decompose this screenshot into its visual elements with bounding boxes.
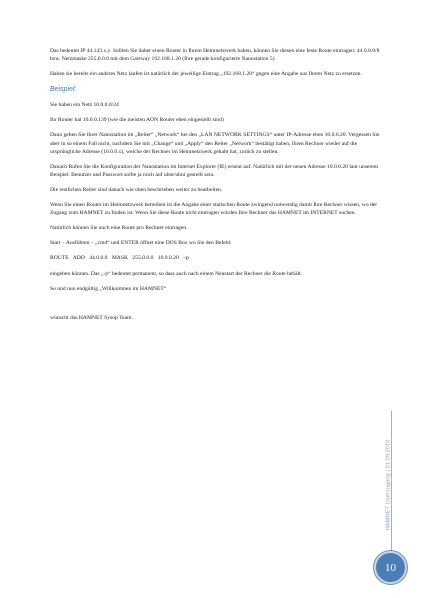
paragraph-welcome: So und nun endgültig „Willkommen im HAMNET“ (50, 285, 167, 292)
paragraph-reopen-config: Danach Rufen Sie die Konfiguration der Nanostation im Internet Explorer (IE) erneut auf. Natürlich mit der neuen Adresse 10.0.0.20 laut unserem Beispiel. Benutzer und Passwort sollte ja noch auf ubnt/ubnt gestellt sein. (50, 163, 379, 178)
paragraph-other-network: Haben sie bereits ein anderes Netz laufen ist natürlich der jeweilige Eintrag „192.168.1.20“ gegen eine Angabe aus Ihrem Netz zu ersetzen. (50, 71, 362, 78)
paragraph-cmd-instructions: Start – Ausführen – „cmd“ und ENTER öffnet eine DOS Box wo Sie den Befehl: (50, 240, 232, 247)
spacer (50, 300, 380, 314)
paragraph-permanent: eingeben können. Das „-p“ bedeutet permanent, so dass auch nach einem Neustart der Rechner die Route behält. (50, 270, 303, 277)
footer-vertical-caption: HAMNET Userzugang | 01.09.2010 (385, 439, 392, 531)
example-block (50, 85, 380, 124)
paragraph-static-route: Wenn Sie einen Router im Heimnetzwerk betreiben ist die Angabe einer statischen Route zwingend notwendig damit Ihre Rechner wissen, wo der Zugang zum HAMNET zu finden ist. Wenn Sie diese Route nicht eintragen würden Ihre Rechner das HAMNET im INTERNET suchen. (50, 202, 378, 217)
route-command: ROUTE ADD 44.0.0.0 MASK 255.0.0.0 10.0.0.20 –p (50, 255, 189, 262)
paragraph-nanostation-ip: Dann geben Sie Ihrer Nanostation im „Reiter“ „Network“ bei den „LAN NETWORK SETTINGS“ unter IP-Adresse eben 10.0.0.20. Vergessen Sie aber in so einem Fall nicht, nachdem Sie mit „Change“ und „Apply“ den Reiter „Network“ bestätigt haben, Ihren Rechner wieder auf die ursprüngliche Adresse (10.0.0.x), welche der Rechner im Heimnetzwerk gehabt hat, zurück zu stellen. (50, 132, 380, 155)
page-number-badge: 10 (374, 551, 407, 584)
paragraph-per-computer: Natürlich können Sie auch eine Route pro Rechner eintragen. (50, 225, 188, 232)
page-body (50, 47, 380, 329)
example-line-network: Sie haben ein Netz 10.0.0.0/24 (50, 102, 119, 109)
paragraph-route-intro: Das bedeutet IP 44.143.x.y. Sollten Sie daher einen Router in Ihrem Heimnetzwerk haben, können Sie diesen eine feste Route eintragen: 44.0.0.0/8 bzw. Netzmaske 255.0.0.0 mit dem Gateway 192.168.1.20 (Ihre gerade konfigurierte Nanostation 5) (50, 48, 380, 63)
example-line-router: Ihr Router hat 10.0.0.139 (wie die meisten AON Router eben eingestellt sind) (50, 117, 224, 124)
example-heading: Beispiel: (50, 86, 77, 94)
closing-signature: wünscht das HAMNET Sysop Team. (50, 314, 133, 321)
paragraph-remaining-tabs: Die restlichen Reiter sind danach wie oben beschrieben weiter zu bearbeiten. (50, 186, 223, 193)
